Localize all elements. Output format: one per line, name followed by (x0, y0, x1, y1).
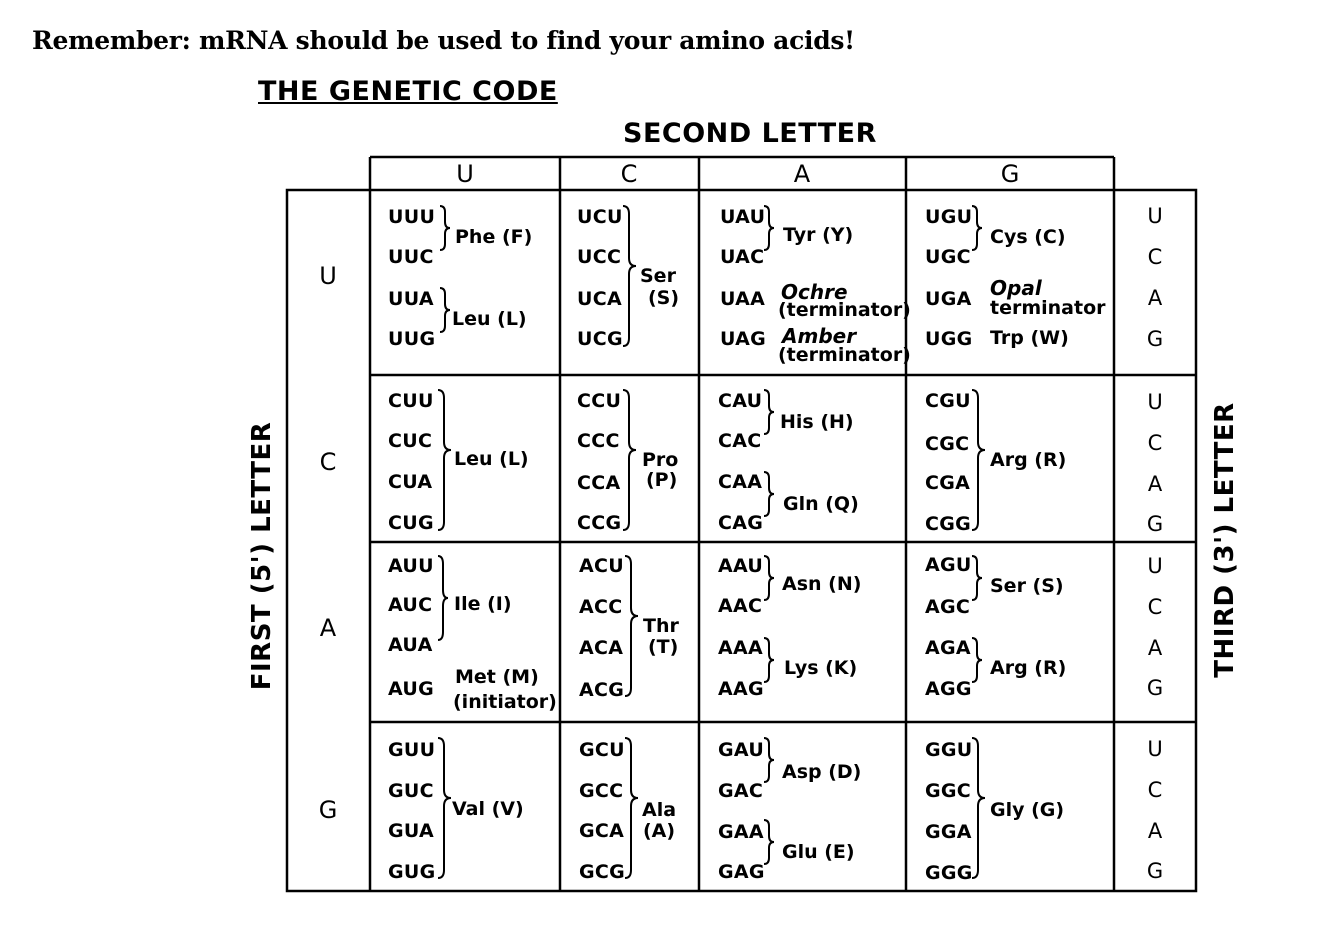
first-letter-label: FIRST (5') LETTER (247, 421, 277, 691)
codon: AUC (388, 594, 433, 616)
third-letter-c: C (1147, 778, 1163, 802)
codon: CAA (718, 471, 763, 493)
codon: UUU (388, 206, 436, 228)
codon: GAA (718, 821, 764, 843)
first-letter-u: U (319, 262, 337, 290)
third-letter-c: C (1147, 595, 1163, 619)
second-letter-a: A (793, 160, 811, 188)
third-letter-a: A (1147, 286, 1163, 310)
codon: AUG (388, 678, 435, 700)
codon: CUG (388, 512, 434, 534)
codon: CUA (388, 471, 433, 493)
amino-acid: Arg (R) (990, 657, 1067, 679)
first-letter-c: C (319, 448, 337, 476)
first-letter-g: G (318, 796, 338, 824)
third-letter-g: G (1146, 327, 1164, 351)
amino-acid: (T) (648, 636, 679, 658)
codon: AAA (718, 637, 764, 659)
codon: CGA (925, 472, 971, 494)
codon: GUU (388, 739, 436, 761)
amino-acid: Asn (N) (782, 573, 862, 595)
third-letter-c: C (1147, 245, 1163, 269)
codon: GCA (579, 820, 625, 842)
codon: AGU (925, 554, 972, 576)
opal-label: Opal (990, 276, 1042, 300)
codon: CCU (577, 390, 622, 412)
amino-acid: (P) (646, 469, 678, 491)
codon: ACU (579, 555, 624, 577)
page-header: Remember: mRNA should be used to find your amino acids! (32, 26, 855, 55)
codon: UCC (577, 246, 622, 268)
chart-title: THE GENETIC CODE (258, 76, 558, 107)
amino-acid: Ser (640, 265, 676, 287)
codon: CGC (925, 433, 970, 455)
codon: AUA (388, 634, 433, 656)
codon: UGA (925, 288, 972, 310)
codon: AUU (388, 555, 434, 577)
codon: GGC (925, 780, 972, 802)
terminator-label: (terminator) (778, 344, 911, 366)
amino-acid: Val (V) (452, 798, 524, 820)
codon: GAG (718, 861, 765, 883)
codon: CGU (925, 390, 971, 412)
codon: GCU (579, 739, 625, 761)
codon: AGC (925, 596, 971, 618)
codon: CCC (577, 430, 620, 452)
codon: UCU (577, 206, 623, 228)
amino-acid: Pro (642, 449, 679, 471)
codon: GUG (388, 861, 436, 883)
codon: AGA (925, 637, 971, 659)
third-letter-a: A (1147, 472, 1163, 496)
codon: AAG (718, 678, 764, 700)
codon: UGU (925, 206, 973, 228)
codon: GUA (388, 820, 435, 842)
third-letter-u: U (1147, 554, 1163, 578)
first-letter-a: A (319, 614, 337, 642)
amino-acid: Phe (F) (455, 226, 533, 248)
amino-acid: Glu (E) (782, 841, 855, 863)
second-letter-g: G (1000, 160, 1020, 188)
amino-acid: Gln (Q) (783, 493, 859, 515)
codon: GAC (718, 780, 764, 802)
third-letter-a: A (1147, 636, 1163, 660)
terminator-label: (terminator) (778, 299, 911, 321)
codon: UAC (720, 246, 765, 268)
third-letter-u: U (1147, 204, 1163, 228)
codon: CCG (577, 512, 622, 534)
ochre-label: Ochre (781, 280, 848, 304)
codon: UAG (720, 328, 767, 350)
amino-acid: Asp (D) (782, 761, 862, 783)
amino-acid: Gly (G) (990, 799, 1065, 821)
codon: CUC (388, 430, 433, 452)
amino-acid: Trp (W) (990, 327, 1069, 349)
codon: ACA (579, 637, 624, 659)
codon: UCG (577, 328, 623, 350)
codon: UGC (925, 246, 971, 268)
codon: ACG (579, 679, 625, 701)
codon: UUG (388, 328, 436, 350)
third-letter-a: A (1147, 819, 1163, 843)
third-letter-u: U (1147, 737, 1163, 761)
third-letter-c: C (1147, 431, 1163, 455)
amino-acid: Cys (C) (990, 226, 1066, 248)
codon: CAG (718, 512, 764, 534)
amino-acid: Lys (K) (784, 657, 858, 679)
codon: GGU (925, 739, 973, 761)
codon: GCC (579, 780, 624, 802)
amino-acid: Met (M) (455, 666, 539, 688)
amino-acid: Leu (L) (452, 308, 527, 330)
amino-acid: Arg (R) (990, 449, 1067, 471)
third-letter-g: G (1146, 859, 1164, 883)
amino-acid: Tyr (Y) (783, 224, 854, 246)
codon: GCG (579, 861, 626, 883)
codon: AGG (925, 678, 972, 700)
codon: CUU (388, 390, 434, 412)
codon: CAU (718, 390, 763, 412)
third-letter-label: THIRD (3') LETTER (1210, 402, 1240, 678)
amber-label: Amber (782, 324, 857, 348)
amino-acid: Leu (L) (454, 448, 529, 470)
codon: CGG (925, 513, 972, 535)
codon: GGG (925, 862, 973, 884)
amino-acid: Ser (S) (990, 575, 1064, 597)
codon: UAA (720, 288, 766, 310)
amino-acid: Ala (642, 799, 677, 821)
codon: AAC (718, 595, 763, 617)
codon: CCA (577, 472, 621, 494)
second-letter-c: C (620, 160, 638, 188)
codon: UUA (388, 288, 434, 310)
codon: CAC (718, 430, 762, 452)
codon: UGG (925, 328, 973, 350)
third-letter-g: G (1146, 512, 1164, 536)
terminator-label: terminator (990, 297, 1106, 319)
codon: GAU (718, 739, 765, 761)
amino-acid: (S) (648, 287, 680, 309)
amino-acid: (A) (643, 820, 676, 842)
initiator-label: (initiator) (453, 691, 557, 713)
codon: GGA (925, 821, 972, 843)
third-letter-u: U (1147, 390, 1163, 414)
second-letter-u: U (456, 160, 474, 188)
codon: ACC (579, 596, 623, 618)
amino-acid: Ile (I) (454, 593, 512, 615)
codon: UAU (720, 206, 766, 228)
codon: AAU (718, 555, 764, 577)
codon: UUC (388, 246, 434, 268)
codon: GUC (388, 780, 434, 802)
second-letter-label: SECOND LETTER (623, 118, 877, 149)
third-letter-g: G (1146, 676, 1164, 700)
codon: UCA (577, 288, 622, 310)
amino-acid: Thr (643, 615, 679, 637)
amino-acid: His (H) (780, 411, 854, 433)
